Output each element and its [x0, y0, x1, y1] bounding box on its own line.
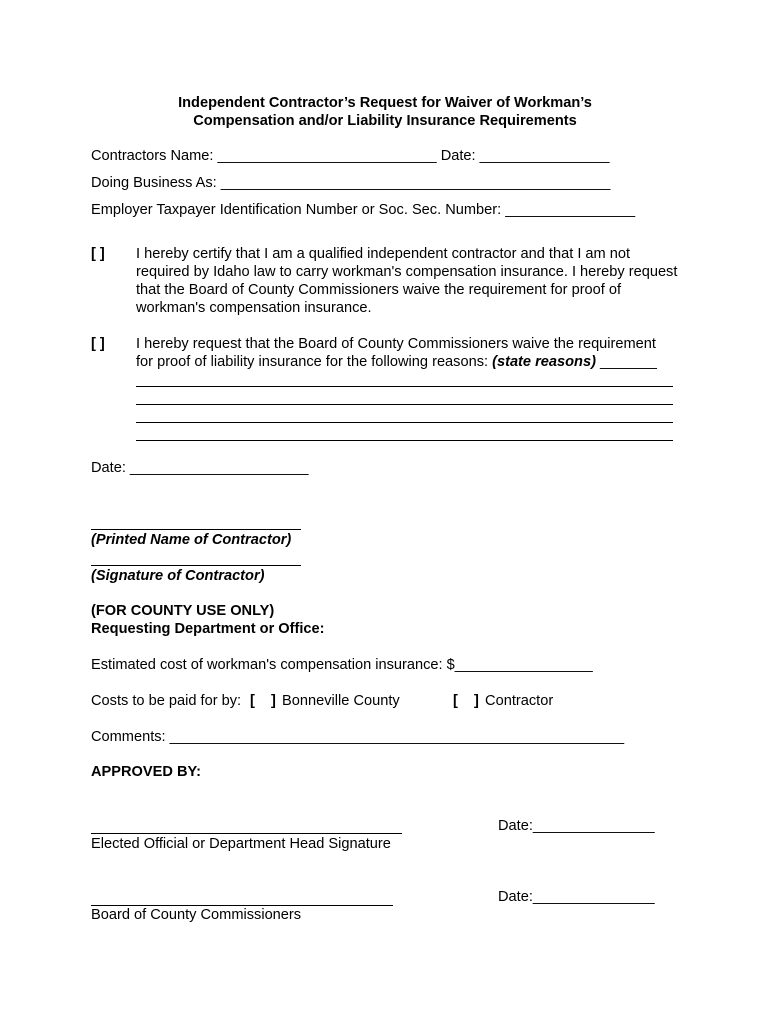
liability-certification-line-2 [136, 353, 657, 371]
signature-line[interactable] [91, 565, 301, 566]
board-date-field[interactable]: Date:_______________ [498, 889, 655, 905]
printed-name-label: (Printed Name of Contractor) [91, 532, 292, 548]
reason-line[interactable] [136, 404, 673, 405]
estimated-cost-field[interactable]: Estimated cost of workman's compensation insurance: $_________________ [91, 657, 593, 673]
reason-line[interactable] [136, 422, 673, 423]
form-title-line-1: Independent Contractor’s Request for Waiver of Workman’s [178, 95, 592, 111]
state-reasons-blank[interactable]: _______ [595, 354, 657, 370]
liability-certification-prefix: for proof of liability insurance for the following reasons: [136, 354, 493, 370]
contractor-checkbox-close[interactable]: ] [474, 693, 479, 709]
workmans-comp-checkbox[interactable]: [ ] [91, 246, 105, 262]
liability-certification-line-1: I hereby request that the Board of County Commissioners waive the requirement [136, 336, 656, 352]
ein-field[interactable]: Employer Taxpayer Identification Number or Soc. Sec. Number: ________________ [91, 202, 636, 218]
contractor-name-field[interactable]: Contractors Name: ___________________________ Date: ________________ [91, 148, 610, 164]
costs-paid-label: Costs to be paid for by: [91, 693, 246, 709]
official-signature-line[interactable] [91, 833, 402, 834]
bonneville-checkbox-close[interactable]: ] [271, 693, 276, 709]
reason-line[interactable] [136, 440, 673, 441]
comments-field[interactable]: Comments: ________________________________________________________ [91, 729, 625, 745]
reason-line[interactable] [136, 386, 673, 387]
liability-checkbox[interactable]: [ ] [91, 336, 105, 352]
form-title-line-2: Compensation and/or Liability Insurance Requirements [193, 113, 577, 129]
official-signature-label: Elected Official or Department Head Signature [91, 836, 391, 852]
contractor-date-field[interactable]: Date: ______________________ [91, 460, 309, 476]
state-reasons-label: (state reasons) [492, 354, 596, 370]
contractor-option: Contractor [481, 693, 554, 709]
workmans-comp-certification: I hereby certify that I am a qualified independent contractor and that I am not required by Idaho law to carry workman's compensation insurance. I hereby request that the Board of County Commissioners waive the requirement for proof of workman's compensation insurance. [136, 246, 678, 316]
official-date-field[interactable]: Date:_______________ [498, 818, 655, 834]
doing-business-as-field[interactable]: Doing Business As: ________________________________________________ [91, 175, 611, 191]
printed-name-line[interactable] [91, 529, 301, 530]
bonneville-checkbox-open[interactable]: [ [250, 693, 255, 709]
county-use-heading: (FOR COUNTY USE ONLY) [91, 603, 275, 619]
bonneville-county-option: Bonneville County [278, 693, 400, 709]
requesting-department-label: Requesting Department or Office: [91, 621, 325, 637]
approved-by-heading: APPROVED BY: [91, 764, 202, 780]
signature-label: (Signature of Contractor) [91, 568, 265, 584]
board-signature-label: Board of County Commissioners [91, 907, 302, 923]
contractor-checkbox-open[interactable]: [ [453, 693, 458, 709]
